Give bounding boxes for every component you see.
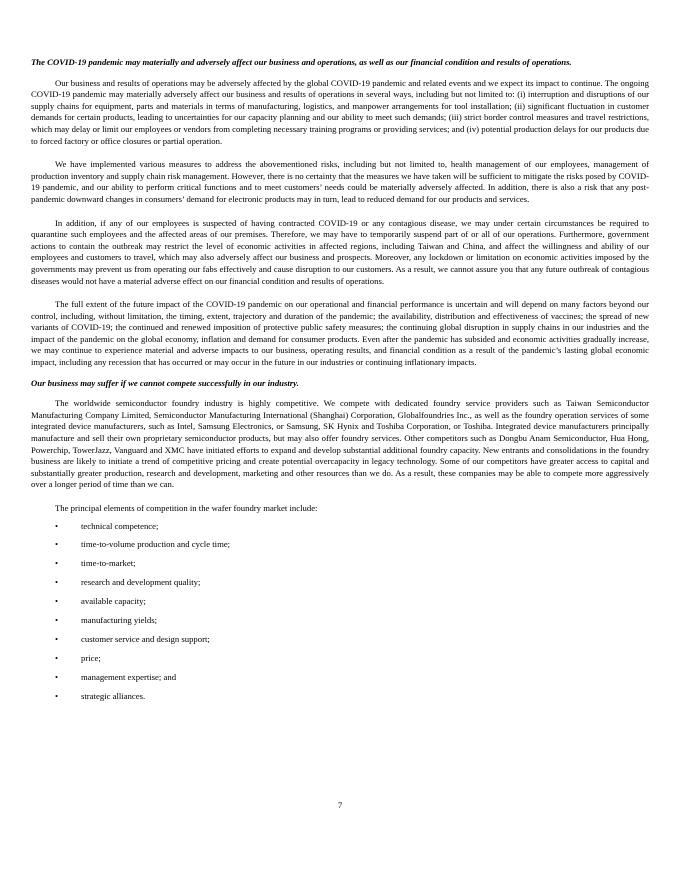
list-item-text: manufacturing yields; xyxy=(81,615,157,626)
bullet-icon: • xyxy=(55,596,59,607)
bullet-icon: • xyxy=(55,671,59,682)
bullet-icon: • xyxy=(55,558,59,569)
list-item-text: price; xyxy=(81,652,101,663)
bullet-icon: • xyxy=(55,615,59,626)
bullet-icon: • xyxy=(55,539,59,550)
list-item xyxy=(31,691,649,703)
paragraph: In addition, if any of our employees is suspected of having contracted COVID-19 or any contagious disease, we may under certain circumstances be required to quarantine such employees and the affected areas of our premises. Therefore, we may have to temporarily suspend part of or all of our operations. Furthermore, government actions to contain the outbreak may restrict the level of economic activities in affected regions, including Taiwan and China, and affect the willingness and ability of our employees and customers to travel, which may also adversely affect our business and prospects. Moreover, any lockdown or limitation on economic activities imposed by the governments may prevent us from operating our fabs effectively and cause disruption to our customers. As a result, we cannot assure you that any future outbreak of contagious diseases would not have a material adverse effect on our financial condition and results of operations. xyxy=(31,217,649,286)
list-item-text: strategic alliances. xyxy=(81,690,146,701)
paragraph: The full extent of the future impact of the COVID-19 pandemic on our operational and financial performance is uncertain and will depend on many factors beyond our control, including, without limitation, the timing, extent, trajectory and duration of the pandemic; the availability, distribution and effectiveness of vaccines; the spread of new variants of COVID-19; the continued and renewed imposition of protective public safety measures; the continuing global disruption in supply chains in our industries and the impact of the pandemic on the global economy, inflation and demand for consumer products. Even after the pandemic has subsided and economic activities gradually increase, we may continue to experience material and adverse impacts to our business, operating results, and financial condition as a result of the pandemic’s lasting global economic impact, including any recession that has occurred or may occur in the future in our industries or continuing inflationary impacts. xyxy=(31,299,649,368)
list-item-text: time-to-market; xyxy=(81,558,136,569)
list-item-text: customer service and design support; xyxy=(81,633,210,644)
competition-elements-list xyxy=(31,521,649,703)
list-item-text: time-to-volume production and cycle time; xyxy=(81,539,231,550)
paragraph: We have implemented various measures to address the abovementioned risks, including but not limited to, health management of our employees, management of production inventory and supply chain risk management. However, there is no certainty that the measures we have taken will be sufficient to mitigate the risks posed by COVID-19 pandemic, and our ability to perform critical functions and to meet customers’ needs could be materially adversely affected. In addition, there is also a risk that any post-pandemic downward changes in consumers’ demand for electronic products may in turn, lead to reduced demand for our products and services. xyxy=(31,159,649,204)
bullet-icon: • xyxy=(55,652,59,663)
bullet-icon: • xyxy=(55,690,59,701)
section-heading-competition: Our business may suffer if we cannot compete successfully in our industry. xyxy=(31,377,299,388)
list-item xyxy=(31,558,649,570)
list-item-text: available capacity; xyxy=(81,596,146,607)
paragraph: The worldwide semiconductor foundry industry is highly competitive. We compete with dedicated foundry service providers such as Taiwan Semiconductor Manufacturing Company Limited, Semiconductor Manufacturing International (Shanghai) Corporation, Globalfoundries Inc., as well as the foundry operation services of some integrated device manufacturers, such as Intel, Samsung Electronics, or Samsung, SK Hynix and Toshiba Corporation, or Toshiba. Integrated device manufacturers principally manufacture and sell their own proprietary semiconductor products, but may also offer foundry services. Other competitors such as Dongbu Anam Semiconductor, Hua Hong, Powerchip, TowerJazz, Vanguard and XMC have initiated efforts to expand and develop substantial additional foundry capacity. New entrants and consolidations in the foundry business are likely to initiate a trend of competitive pricing and create potential overcapacity in legacy technology. Some of our competitors have greater access to capital and substantially greater production, research and development, marketing and other resources than we do. As a result, these companies may be able to compete more aggressively over a longer period of time than we can. xyxy=(31,398,649,490)
list-item xyxy=(31,596,649,608)
list-item xyxy=(31,615,649,627)
list-item-text: management expertise; and xyxy=(81,671,177,682)
list-item xyxy=(31,577,649,589)
list-item-text: research and development quality; xyxy=(81,577,201,588)
bullet-icon: • xyxy=(55,520,59,531)
list-item xyxy=(31,653,649,665)
list-item-text: technical competence; xyxy=(81,520,159,531)
list-item xyxy=(31,672,649,684)
section-heading-covid: The COVID-19 pandemic may materially and adversely affect our business and operations, as well as our financial condition and results of operations. xyxy=(31,57,572,67)
list-item xyxy=(31,539,649,551)
list-item xyxy=(31,521,649,533)
document-page xyxy=(31,57,649,710)
bullet-icon: • xyxy=(55,633,59,644)
page-number: 7 xyxy=(337,800,343,810)
paragraph: Our business and results of operations may be adversely affected by the global COVID-19 pandemic and related events and we expect its impact to continue. The ongoing COVID-19 pandemic may materially adversely affect our business and results of operations in several ways, including but not limited to: (i) interruption and disruptions of our supply chains for equipment, parts and materials in terms of manufacturing, logistics, and manpower arrangements for tool installation; (ii) significant fluctuation in customer demands for certain products, leading to uncertainties for our capacity planning and our ability to meet such demands; (iii) strict border control measures and travel restrictions, which may delay or limit our employees or vendors from completing necessary training programs or providing services; and (iv) potential production delays for our products due to forced factory or office closures or partial operation. xyxy=(31,77,649,146)
bullet-icon: • xyxy=(55,577,59,588)
list-intro: The principal elements of competition in the wafer foundry market include: xyxy=(55,503,318,513)
list-item xyxy=(31,634,649,646)
